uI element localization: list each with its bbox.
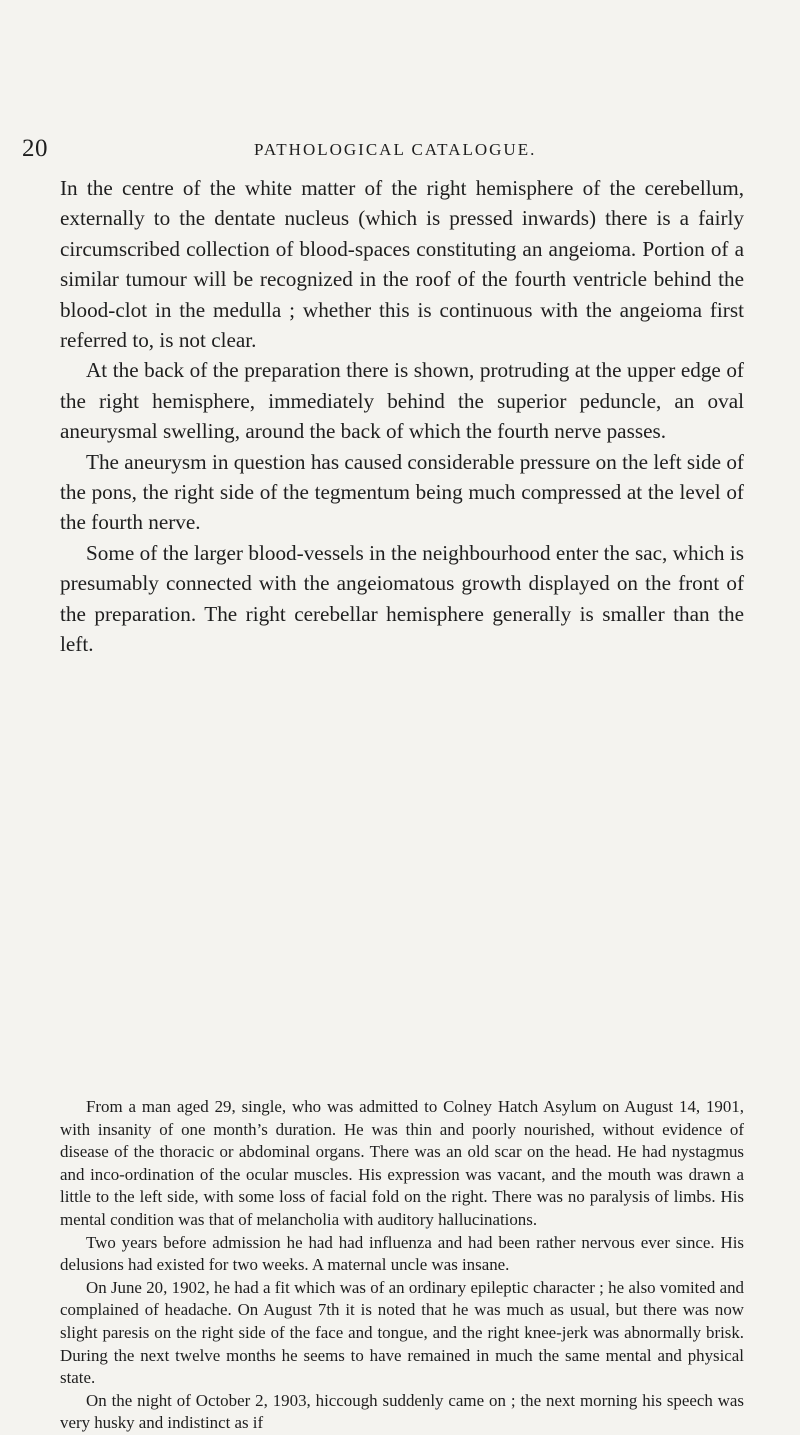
history-paragraph: From a man aged 29, single, who was admitted to Colney Hatch Asylum on August 14, 1901, with insanity of one month’s duration. He was thin and poorly nourished, without evidence of disease of the thoracic or abdominal organs. There was an old scar on the head. He had nystagmus and inco-ordination of the ocular muscles. His expression was vacant, and the mouth was drawn a little to the left side, with some loss of facial fold on the right. There was no paralysis of limbs. His mental condition was that of melancholia with auditory hallucinations. xyxy=(60,1097,744,1229)
description-paragraph: Some of the larger blood-vessels in the neighbourhood enter the sac, which is presumably connected with the angeiomatous growth displayed on the front of the preparation. The right cerebellar hemisphere generally is smaller than the left. xyxy=(60,540,744,657)
history-paragraph: On June 20, 1902, he had a fit which was of an ordinary epileptic character ; he also vomited and complained of headache. On August 7th it is noted that he was much as usual, but there was now slight paresis on the right side of the face and tongue, and the right knee-jerk was abnormally brisk. During the next twelve months he seems to have remained in much the same mental and physical state. xyxy=(60,1277,744,1388)
description-paragraph: In the centre of the white matter of the right hemisphere of the cerebellum, externally to the dentate nucleus (which is pressed inwards) there is a fairly circumscribed collection of blood-spaces constituting an angeioma. Portion of a similar tumour will be recognized in the roof of the fourth ventricle behind the blood-clot in the medulla ; whether this is continuous with the angeioma first referred to, is not clear. xyxy=(60,176,744,353)
specimen-description xyxy=(60,173,744,660)
clinical-history xyxy=(60,1096,744,1435)
description-paragraph: The aneurysm in question has caused considerable pressure on the left side of the pons, the right side of the tegmentum being much compressed at the level of the fourth nerve. xyxy=(60,449,744,535)
history-paragraph: On the night of October 2, 1903, hiccough suddenly came on ; the next morning his speech was very husky and indistinct as if xyxy=(60,1390,744,1433)
history-paragraph: Two years before admission he had had influenza and had been rather nervous ever since. His delusions had existed for two weeks. A maternal uncle was insane. xyxy=(60,1232,744,1275)
description-paragraph: At the back of the preparation there is shown, protruding at the upper edge of the right hemisphere, immediately behind the superior peduncle, an oval aneurysmal swelling, around the back of which the fourth nerve passes. xyxy=(60,358,744,444)
page-number: 20 xyxy=(22,135,48,162)
running-title: PATHOLOGICAL CATALOGUE. xyxy=(254,140,537,159)
